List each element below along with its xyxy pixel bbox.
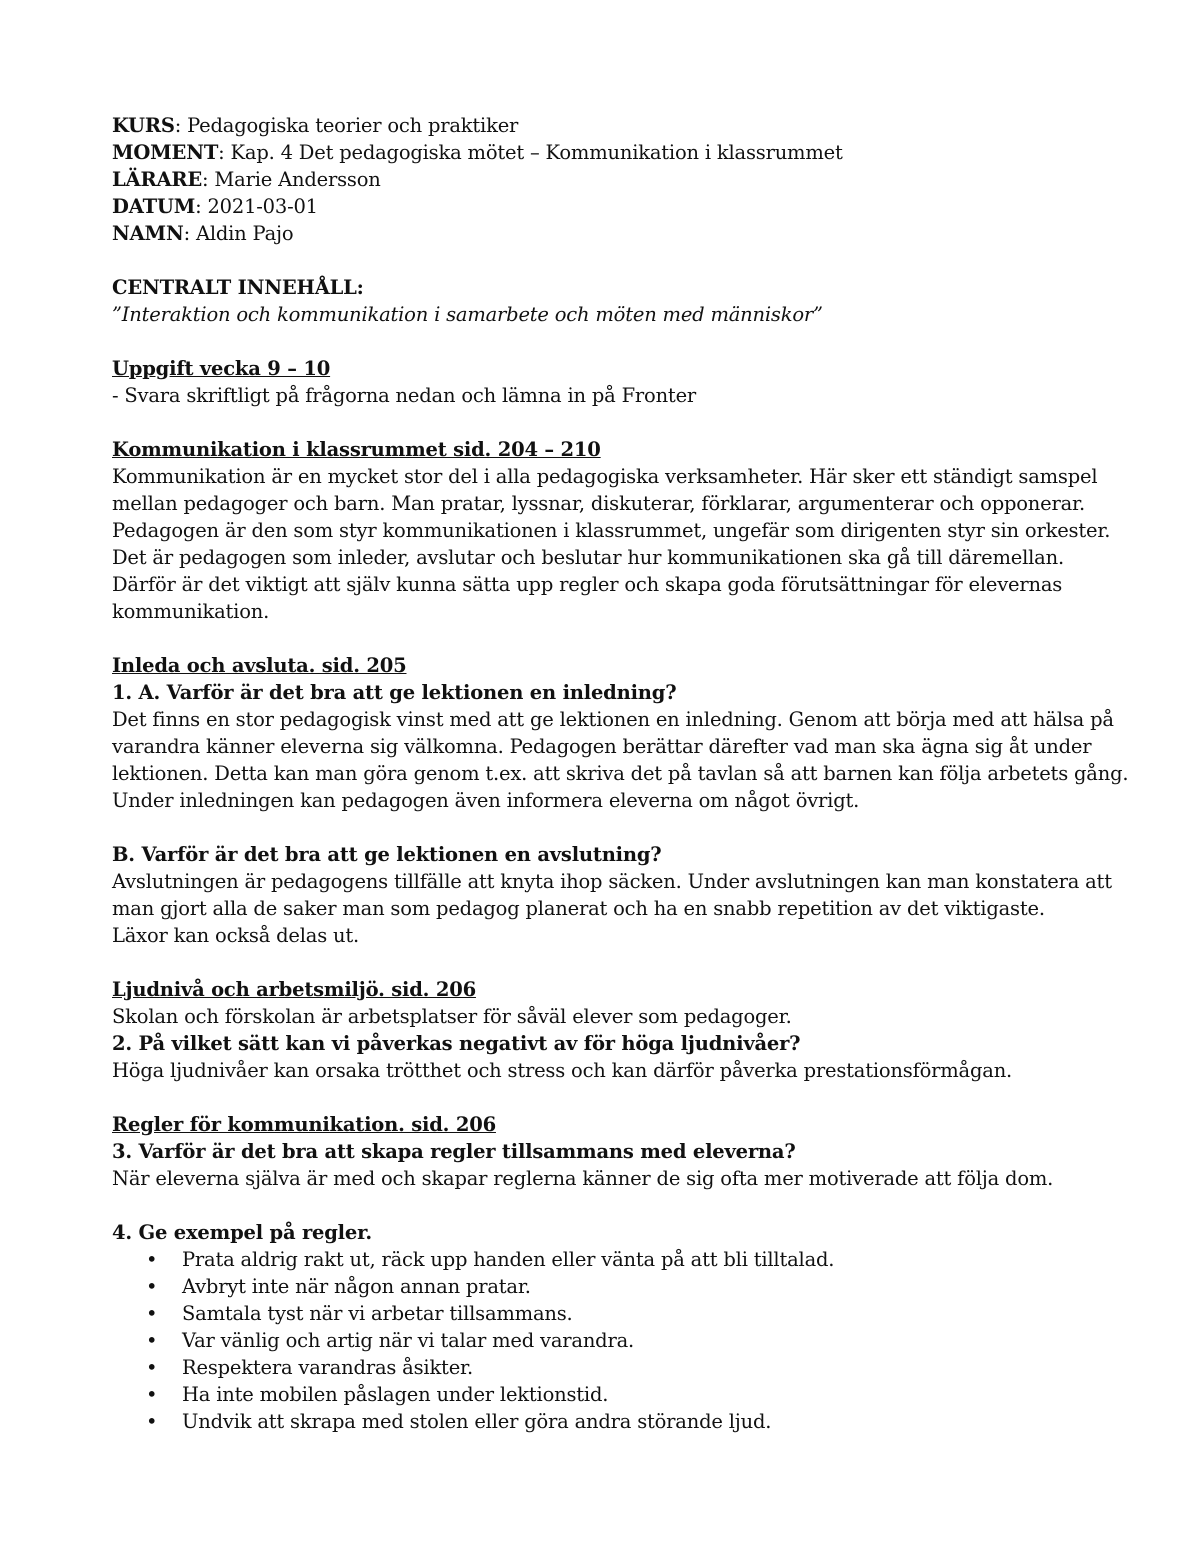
- list-item-text: Samtala tyst när vi arbetar tillsammans.: [182, 1302, 573, 1325]
- answer-1a-line: lektionen. Detta kan man göra genom t.ex. att skriva det på tavlan så att barnen kan följa arbetets gång.: [112, 762, 1129, 785]
- list-item: [112, 1354, 1100, 1381]
- moment-value: : Kap. 4 Det pedagogiska mötet – Kommunikation i klassrummet: [218, 141, 843, 164]
- task-instruction: - Svara skriftligt på frågorna nedan och lämna in på Fronter: [112, 384, 697, 407]
- comm-line: Kommunikation är en mycket stor del i alla pedagogiska verksamheter. Här sker ett ständigt samspel: [112, 465, 1098, 488]
- spacer: [112, 625, 1100, 652]
- list-item-text: Var vänlig och artig när vi talar med varandra.: [182, 1329, 635, 1352]
- answer-1b-line: Avslutningen är pedagogens tillfälle att knyta ihop säcken. Under avslutningen kan man konstatera att: [112, 870, 1112, 893]
- kurs-value: : Pedagogiska teorier och praktiker: [174, 114, 519, 137]
- answer-2: Höga ljudnivåer kan orsaka trötthet och stress och kan därför påverka prestationsförmågan.: [112, 1059, 1013, 1082]
- larare-value: : Marie Andersson: [202, 168, 381, 191]
- list-item: [112, 1246, 1100, 1273]
- comm-line: kommunikation.: [112, 600, 270, 623]
- rules-list: [112, 1246, 1100, 1435]
- moment-line: [112, 139, 1100, 166]
- moment-label: MOMENT: [112, 141, 219, 164]
- answer-3: När eleverna själva är med och skapar reglerna känner de sig ofta mer motiverade att följa dom.: [112, 1167, 1054, 1190]
- bullet-icon: •: [146, 1383, 158, 1406]
- bullet-icon: •: [146, 1410, 158, 1433]
- central-quote: ”Interaktion och kommunikation i samarbete och möten med människor”: [112, 303, 823, 326]
- question-4: 4. Ge exempel på regler.: [112, 1221, 372, 1244]
- answer-1a-line: varandra känner eleverna sig välkomna. Pedagogen berättar därefter vad man ska ägna sig åt under: [112, 735, 1092, 758]
- answer-1a-line: Under inledningen kan pedagogen även informera eleverna om något övrigt.: [112, 789, 860, 812]
- larare-line: [112, 166, 1100, 193]
- comm-line: Det är pedagogen som inleder, avslutar och beslutar hur kommunikationen ska gå till däremellan.: [112, 546, 1064, 569]
- list-item: [112, 1381, 1100, 1408]
- spacer: [112, 328, 1100, 355]
- list-item-text: Avbryt inte när någon annan pratar.: [182, 1275, 531, 1298]
- rules-heading: Regler för kommunikation. sid. 206: [112, 1113, 496, 1136]
- central-heading: CENTRALT INNEHÅLL:: [112, 276, 364, 299]
- spacer: [112, 247, 1100, 274]
- list-item: [112, 1300, 1100, 1327]
- noise-text: Skolan och förskolan är arbetsplatser för såväl elever som pedagoger.: [112, 1005, 792, 1028]
- namn-line: [112, 220, 1100, 247]
- question-2: 2. På vilket sätt kan vi påverkas negativt av för höga ljudnivåer?: [112, 1032, 801, 1055]
- bullet-icon: •: [146, 1275, 158, 1298]
- question-3: 3. Varför är det bra att skapa regler tillsammans med eleverna?: [112, 1140, 796, 1163]
- list-item: [112, 1327, 1100, 1354]
- question-1a: 1. A. Varför är det bra att ge lektionen en inledning?: [112, 681, 677, 704]
- list-item-text: Prata aldrig rakt ut, räck upp handen eller vänta på att bli tilltalad.: [182, 1248, 835, 1271]
- list-item: [112, 1408, 1100, 1435]
- bullet-icon: •: [146, 1302, 158, 1325]
- comm-line: Därför är det viktigt att själv kunna sätta upp regler och skapa goda förutsättningar för elevernas: [112, 573, 1063, 596]
- namn-value: : Aldin Pajo: [183, 222, 294, 245]
- noise-heading: Ljudnivå och arbetsmiljö. sid. 206: [112, 978, 476, 1001]
- comm-heading: Kommunikation i klassrummet sid. 204 – 210: [112, 438, 601, 461]
- list-item-text: Respektera varandras åsikter.: [182, 1356, 474, 1379]
- answer-1b-line: man gjort alla de saker man som pedagog planerat och ha en snabb repetition av det viktigaste.: [112, 897, 1045, 920]
- list-item-text: Undvik att skrapa med stolen eller göra andra störande ljud.: [182, 1410, 772, 1433]
- spacer: [112, 949, 1100, 976]
- answer-1b-line: Läxor kan också delas ut.: [112, 924, 360, 947]
- kurs-line: [112, 112, 1100, 139]
- bullet-icon: •: [146, 1356, 158, 1379]
- spacer: [112, 1084, 1100, 1111]
- answer-1a-line: Det finns en stor pedagogisk vinst med att ge lektionen en inledning. Genom att börja med att hälsa på: [112, 708, 1114, 731]
- datum-label: DATUM: [112, 195, 196, 218]
- datum-value: : 2021-03-01: [195, 195, 318, 218]
- comm-line: Pedagogen är den som styr kommunikationen i klassrummet, ungefär som dirigenten styr sin orkester.: [112, 519, 1111, 542]
- question-1b: B. Varför är det bra att ge lektionen en avslutning?: [112, 843, 662, 866]
- comm-line: mellan pedagoger och barn. Man pratar, lyssnar, diskuterar, förklarar, argumenterar och opponerar.: [112, 492, 1086, 515]
- list-item-text: Ha inte mobilen påslagen under lektionstid.: [182, 1383, 609, 1406]
- spacer: [112, 409, 1100, 436]
- list-item: [112, 1273, 1100, 1300]
- kurs-label: KURS: [112, 114, 175, 137]
- namn-label: NAMN: [112, 222, 184, 245]
- task-heading: Uppgift vecka 9 – 10: [112, 357, 331, 380]
- datum-line: [112, 193, 1100, 220]
- intro-heading: Inleda och avsluta. sid. 205: [112, 654, 407, 677]
- bullet-icon: •: [146, 1248, 158, 1271]
- spacer: [112, 814, 1100, 841]
- spacer: [112, 1192, 1100, 1219]
- bullet-icon: •: [146, 1329, 158, 1352]
- larare-label: LÄRARE: [112, 168, 203, 191]
